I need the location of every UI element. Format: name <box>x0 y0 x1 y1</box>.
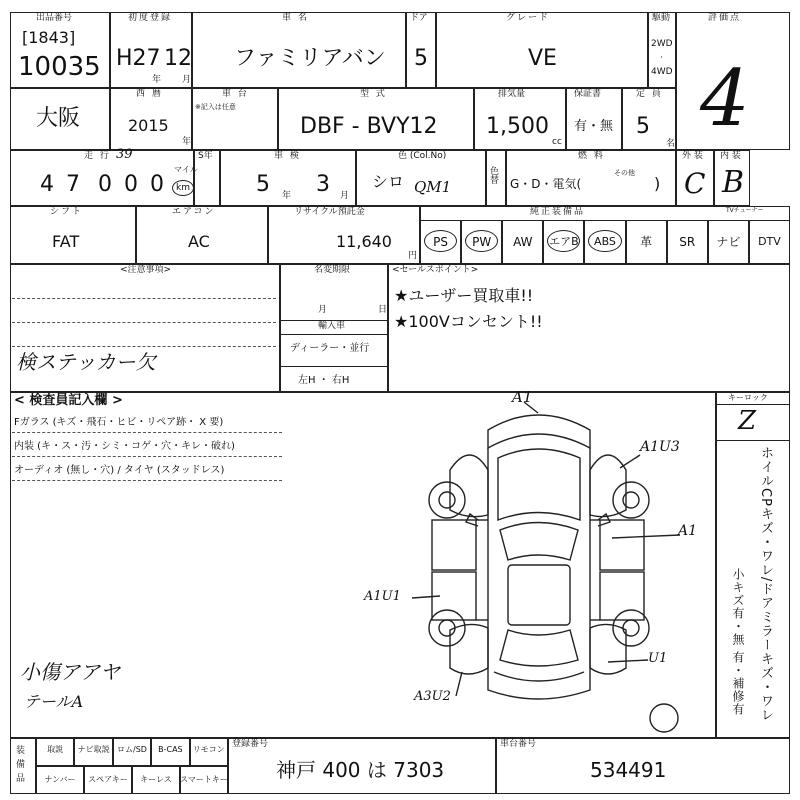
inspection-line-3: オーディオ (無し・穴) / タイヤ (スタッドレス) <box>14 465 225 476</box>
car-name-label: 車 名 <box>282 13 309 23</box>
mileage-note: 39 <box>116 147 133 162</box>
keylock-value: Z <box>738 406 757 436</box>
inspection-handwritten-2: テールA <box>24 692 84 711</box>
capacity-label: 定 員 <box>636 89 663 99</box>
mile-label: マイル <box>174 165 198 174</box>
equipment-item: DTV <box>758 235 781 248</box>
equipment-item: SR <box>679 235 696 249</box>
import-type: ディーラー・並行 <box>290 343 370 354</box>
mileage-digit-2: 7 <box>66 172 80 197</box>
chassis-no-label: 車台番号 <box>500 739 537 749</box>
displacement-label: 排気量 <box>498 89 526 99</box>
first-reg-era: H27 <box>116 46 161 71</box>
grade-value: VE <box>528 46 557 71</box>
aircon-label: エアコン <box>172 207 216 217</box>
footer-item-top: 取説 <box>47 745 64 754</box>
footer-item-bottom: ナンバー <box>44 775 76 784</box>
km-label: km <box>172 180 194 196</box>
footer-item-top: ロム/SD <box>117 745 147 754</box>
year-value: 2015 <box>128 116 169 135</box>
keylock-label: キーロック <box>728 393 768 402</box>
lot-bracket: [1843] <box>22 28 76 47</box>
auction-sheet: 出品番号 [1843] 10035 初度登録 H27 12 年 月 車 名 ファミリアバン ドア 5 グレード VE 駆動 2WD · 4WD 評価点 4 大阪 西 暦 2015 年 車 台 ※記入は任意 型 式 DBF - BVY12 排気量 1,500 cc 保証書 有・無 定 員 5 名 走 行 39 4 7 0 0 0 マイル km S年 車 検 5 年 3 月 色 (Col.No) シロ QM1 色替 燃 料 G・D・電気( その他 ) 外 装 C 内 装 B シフト FAT エアコン AC リサイクル預託金 11,640 円 純正装備品 TVチューナー PS PW AW エアB ABS 革 SR ナビ DTV <注意事項> 検ステッカー欠 名変期限 月 日 輸入車 ディーラー・並行 左H ・ 右H <セールスポイント> ★ユーザー買取車!! ★100Vコンセント!! < 検査員記入欄 > Fガラス (キズ・飛石・ヒビ・リペア跡・ X 要) 内装 (キ・ス・汚・シミ・コゲ・穴・キレ・破れ) オーディオ (無し・穴) / タイヤ (スタッドレス) 小傷アアヤ テールA A1 A1U3 A1 A1U1 U1 A3U2 キーロック Z ホイルCPキズ・ワレ/ドアミラーキズ・ワレ 小キズ有・無 有・補修有 装 備 品 取説 ナビ取説 ロム/SD B-CAS リモコン ナンバー スペアキー キーレス スマートキー 登録番号 神戸 400 は 7303 車台番号 534491 <box>0 0 800 800</box>
damage-mark-rear-right: U1 <box>648 651 668 666</box>
warranty-label: 保証書 <box>574 89 602 99</box>
exterior-value: C <box>684 167 706 200</box>
car-name: ファミリアバン <box>234 46 386 71</box>
reg-number: 神戸 400 は 7303 <box>276 758 445 782</box>
inspection-month: 3 <box>316 172 330 197</box>
mileage-digit-3: 0 <box>98 172 112 197</box>
chassis-label: 車 台 <box>222 89 249 99</box>
inspection-year: 5 <box>256 172 270 197</box>
doors-label: ドア <box>410 13 428 23</box>
equipment-item: PW <box>465 230 498 252</box>
mileage-digit-5: 0 <box>150 172 164 197</box>
damage-mark-front: A1 <box>512 388 533 406</box>
footer-label: 装 備 品 <box>16 746 26 784</box>
inspection-label: 車 検 <box>274 151 301 161</box>
chassis-note: ※記入は任意 <box>195 103 236 111</box>
import-label: 輸入車 <box>318 321 346 331</box>
capacity-value: 5 <box>636 114 650 139</box>
inspection-handwritten-1: 小傷アアヤ <box>20 660 120 684</box>
warranty-value: 有・無 <box>574 119 614 134</box>
first-reg-month: 12 <box>164 46 192 71</box>
lot-number: 10035 <box>18 52 101 82</box>
shift-label: シフト <box>50 207 84 217</box>
steering: 左H ・ 右H <box>298 375 350 386</box>
recycle-label: リサイクル預託金 <box>294 207 365 217</box>
month-unit: 月 <box>182 75 192 85</box>
color-label: 色 (Col.No) <box>398 151 447 161</box>
score-value: 4 <box>700 54 750 144</box>
year-unit: 年 <box>152 75 162 85</box>
sales-point-2: ★100Vコンセント!! <box>394 312 543 331</box>
interior-label: 内 装 <box>720 151 741 161</box>
fuel-label: 燃 料 <box>578 151 605 161</box>
score-label: 評価点 <box>708 13 742 23</box>
mileage-digit-1: 4 <box>40 172 54 197</box>
doors-value: 5 <box>414 46 428 71</box>
equipment-label: 純正装備品 <box>530 207 586 217</box>
sidebar <box>716 392 790 738</box>
color-value: シロ <box>372 172 405 191</box>
equipment-item: ABS <box>588 230 621 252</box>
inspection-title: < 検査員記入欄 > <box>14 393 123 408</box>
mileage-label: 走 行 <box>84 151 111 161</box>
transfer-label: 名変期限 <box>314 265 351 275</box>
displacement-value: 1,500 <box>486 114 549 139</box>
equipment-item: エアB <box>547 230 580 252</box>
damage-mark-rear-left: A3U2 <box>414 689 451 704</box>
sidebar-vertical-text: ホイルCPキズ・ワレ/ドアミラーキズ・ワレ <box>758 446 773 723</box>
aircon-value: AC <box>188 232 210 251</box>
sales-point-1: ★ユーザー買取車!! <box>394 286 534 305</box>
footer-item-bottom: スペアキー <box>88 775 128 784</box>
damage-mark-right-door: A1 <box>678 523 698 539</box>
sidebar-vertical-text-2: 小キズ有・無 有・補修有 <box>731 568 745 716</box>
drive-4wd: 4WD <box>651 67 673 77</box>
chassis-number: 534491 <box>590 758 667 782</box>
recycle-value: 11,640 <box>336 232 392 251</box>
drive-label: 駆動 <box>652 13 671 23</box>
year-label: 西 暦 <box>136 89 163 99</box>
caution-handwritten: 検ステッカー欠 <box>16 350 156 374</box>
caution-label: <注意事項> <box>120 265 172 275</box>
footer-item-bottom: スマートキー <box>180 775 228 784</box>
inspection-line-2: 内装 (キ・ス・汚・シミ・コゲ・穴・キレ・破れ) <box>14 441 235 452</box>
footer-item-top: リモコン <box>192 745 225 754</box>
model-label: 型 式 <box>360 89 387 99</box>
equipment-item: PS <box>424 230 457 252</box>
equipment-item: AW <box>513 235 533 249</box>
shift-value: FAT <box>52 232 80 251</box>
grade-label: グレード <box>506 13 551 23</box>
equipment-item: ナビ <box>716 235 741 249</box>
location: 大阪 <box>36 106 81 131</box>
equipment-item: 革 <box>640 235 653 249</box>
footer-item-top: ナビ取説 <box>77 745 110 754</box>
interior-value: B <box>722 165 745 200</box>
fuel-options: G・D・電気( <box>510 177 582 191</box>
inspection-line-1: Fガラス (キズ・飛石・ヒビ・リペア跡・ X 要) <box>14 417 224 428</box>
first-reg-label: 初度登録 <box>128 13 173 23</box>
reg-label: 登録番号 <box>232 739 269 749</box>
damage-mark-left-door: A1U1 <box>364 589 401 604</box>
exterior-label: 外 装 <box>682 151 703 161</box>
sales-label: <セールスポイント> <box>392 265 479 275</box>
drive-2wd: 2WD <box>651 39 673 49</box>
model-value: DBF - BVY12 <box>300 114 438 139</box>
damage-mark-front-right: A1U3 <box>640 439 680 455</box>
lot-label: 出品番号 <box>36 13 73 23</box>
footer-item-bottom: キーレス <box>140 775 172 784</box>
color-code: QM1 <box>414 178 452 196</box>
footer-item-top: B-CAS <box>158 745 183 754</box>
mileage-digit-4: 0 <box>124 172 138 197</box>
